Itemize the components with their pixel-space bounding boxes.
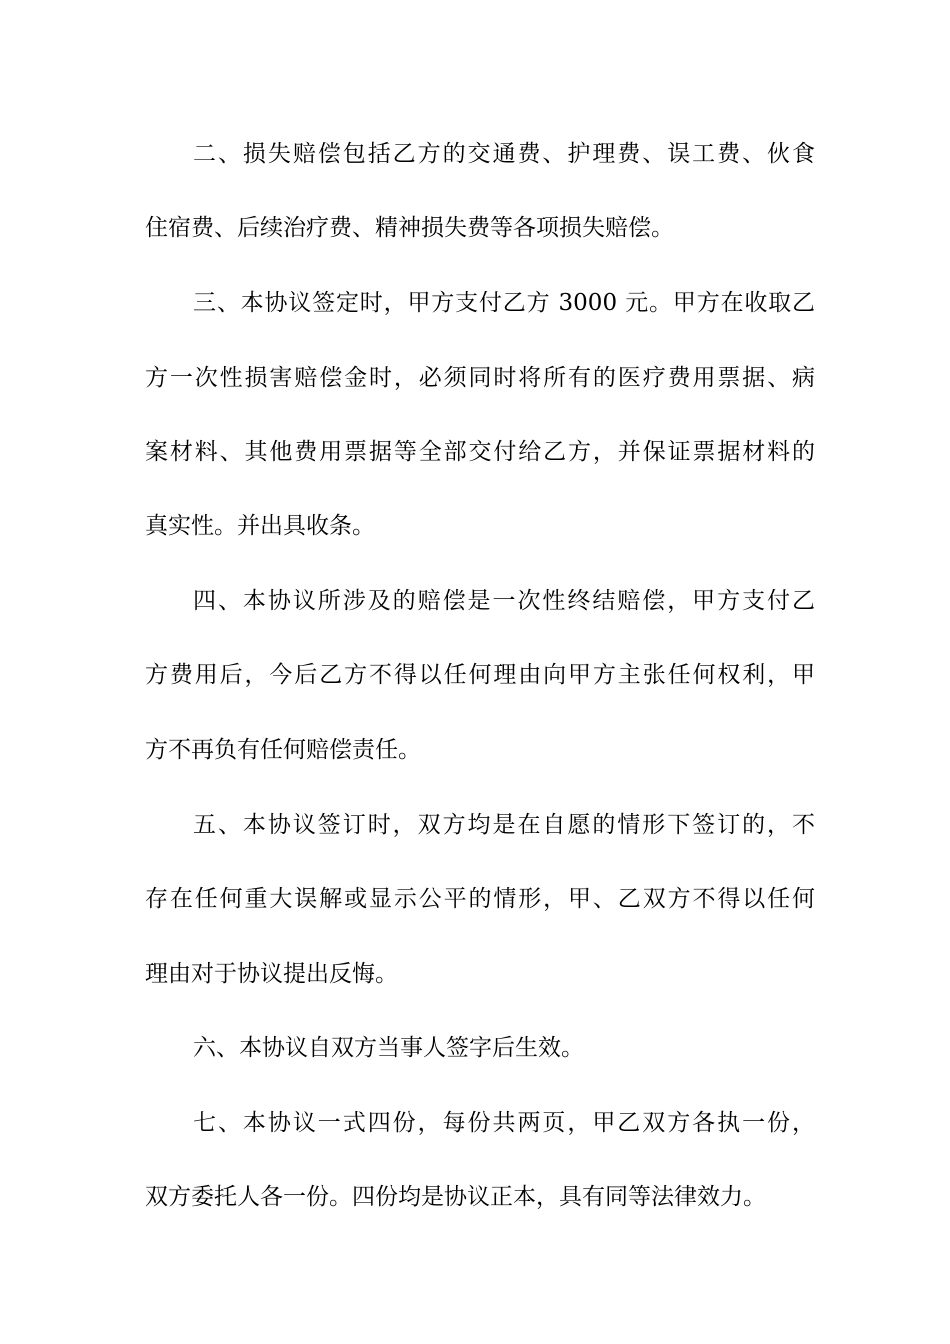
- clause-7-line-2: 双方委托人各一份。四份均是协议正本，具有同等法律效力。: [145, 1184, 766, 1210]
- clause-5-line-3: 理由对于协议提出反悔。: [145, 961, 398, 987]
- clause-4-line-3: 方不再负有任何赔偿责任。: [145, 737, 421, 763]
- clause-2-line-1: 二、损失赔偿包括乙方的交通费、护理费、误工费、伙食: [193, 141, 815, 167]
- clause-3-line-2: 方一次性损害赔偿金时，必须同时将所有的医疗费用票据、病: [145, 365, 815, 391]
- clause-3-line-3: 案材料、其他费用票据等全部交付给乙方，并保证票据材料的: [145, 439, 815, 465]
- clause-3-line-4: 真实性。并出具收条。: [145, 513, 375, 539]
- clause-5-line-2: 存在任何重大误解或显示公平的情形，甲、乙双方不得以任何: [145, 886, 815, 912]
- clause-7-line-1: 七、本协议一式四份，每份共两页，甲乙双方各执一份，: [193, 1110, 815, 1136]
- clause-5-line-1: 五、本协议签订时，双方均是在自愿的情形下签订的，不: [193, 812, 815, 838]
- clause-6-line-1: 六、本协议自双方当事人签字后生效。: [193, 1035, 584, 1061]
- clause-2-line-2: 住宿费、后续治疗费、精神损失费等各项损失赔偿。: [145, 215, 674, 241]
- clause-4-line-1: 四、本协议所涉及的赔偿是一次性终结赔偿，甲方支付乙: [193, 588, 815, 614]
- clause-3-line-1: 三、本协议签定时，甲方支付乙方 3000 元。甲方在收取乙: [193, 290, 815, 316]
- clause-4-line-2: 方费用后，今后乙方不得以任何理由向甲方主张任何权利，甲: [145, 662, 815, 688]
